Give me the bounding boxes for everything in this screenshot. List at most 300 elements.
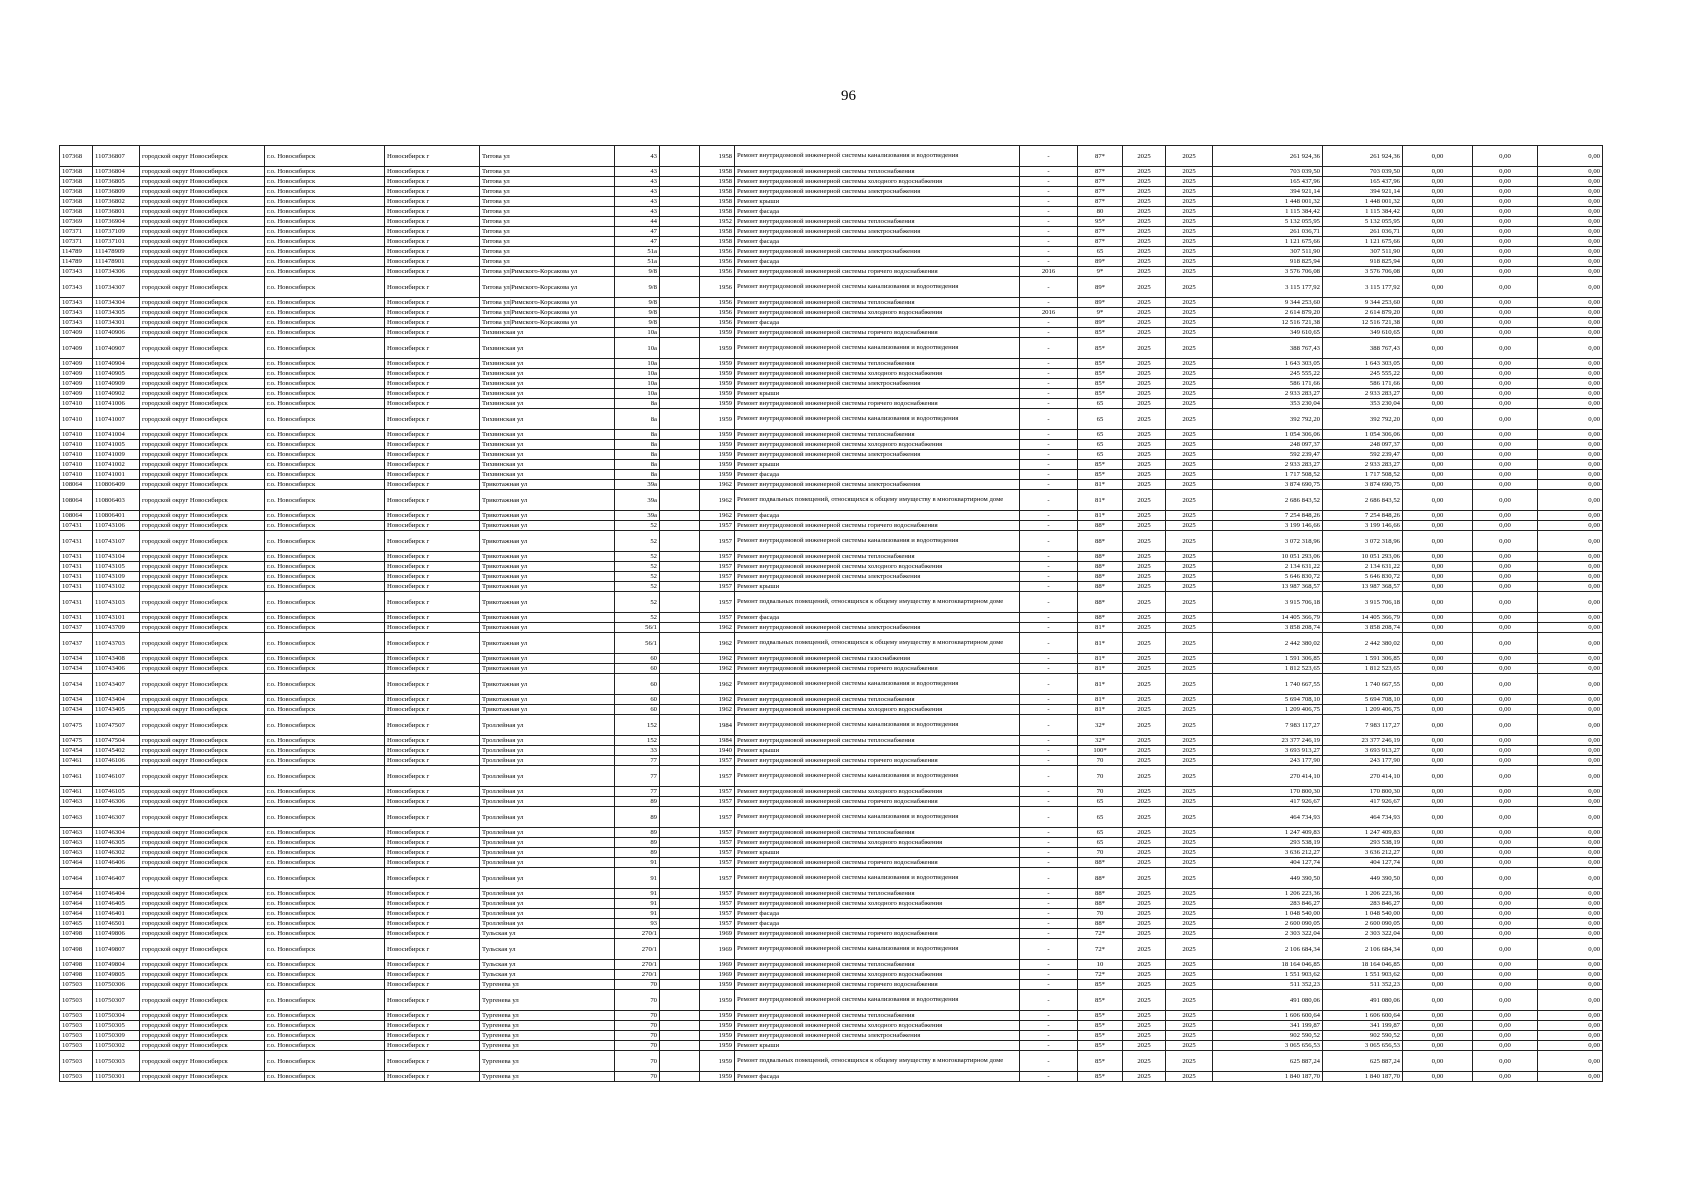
cell-budget-3: 0,00 <box>1538 736 1603 746</box>
cell-fund-cost: 353 230,04 <box>1323 399 1403 409</box>
cell-object-id: 110734304 <box>93 298 140 308</box>
cell-city: Новосибирск г <box>385 736 480 746</box>
cell-okrug: городской округ Новосибирск <box>140 633 265 654</box>
cell-address-id: 107369 <box>60 217 93 227</box>
cell-work-type: Ремонт внутридомовой инженерной системы канализования и водоотведения <box>735 338 1020 359</box>
cell-house: 70 <box>615 990 660 1011</box>
cell-work-type: Ремонт внутридомовой инженерной системы холодного водоснабжения <box>735 369 1020 379</box>
cell-work-type: Ремонт крыши <box>735 389 1020 399</box>
cell-wear: 87* <box>1078 187 1123 197</box>
cell-empty <box>660 868 700 889</box>
cell-prev-year: - <box>1020 623 1078 633</box>
cell-okrug: городской округ Новосибирск <box>140 1072 265 1082</box>
cell-build-year: 1958 <box>700 187 735 197</box>
cell-total-cost: 1 551 903,62 <box>1213 970 1323 980</box>
cell-budget-1: 0,00 <box>1403 1072 1473 1082</box>
cell-empty <box>660 715 700 736</box>
cell-empty <box>660 582 700 592</box>
cell-budget-2: 0,00 <box>1473 247 1538 257</box>
cell-budget-1: 0,00 <box>1403 756 1473 766</box>
cell-year-start: 2025 <box>1123 980 1166 990</box>
cell-address-id: 107434 <box>60 695 93 705</box>
cell-budget-2: 0,00 <box>1473 705 1538 715</box>
cell-year-end: 2025 <box>1166 187 1213 197</box>
cell-budget-3: 0,00 <box>1538 318 1603 328</box>
cell-city: Новосибирск г <box>385 909 480 919</box>
cell-year-start: 2025 <box>1123 187 1166 197</box>
cell-go: г.о. Новосибирск <box>265 207 385 217</box>
cell-empty <box>660 217 700 227</box>
cell-work-type: Ремонт фасада <box>735 919 1020 929</box>
cell-street: Тульская ул <box>480 929 615 939</box>
cell-budget-1: 0,00 <box>1403 277 1473 298</box>
cell-fund-cost: 491 080,06 <box>1323 990 1403 1011</box>
cell-object-id: 110741009 <box>93 450 140 460</box>
cell-okrug: городской округ Новосибирск <box>140 746 265 756</box>
cell-prev-year: - <box>1020 848 1078 858</box>
cell-work-type: Ремонт крыши <box>735 1041 1020 1051</box>
cell-object-id: 110737109 <box>93 227 140 237</box>
cell-budget-3: 0,00 <box>1538 838 1603 848</box>
cell-build-year: 1962 <box>700 695 735 705</box>
table-row <box>60 715 1603 736</box>
cell-house: 270/1 <box>615 939 660 960</box>
table-row <box>60 572 1603 582</box>
cell-street: Тихвинская ул <box>480 470 615 480</box>
cell-budget-3: 0,00 <box>1538 328 1603 338</box>
repair-schedule-table-wrapper <box>59 145 1602 1082</box>
cell-city: Новосибирск г <box>385 990 480 1011</box>
cell-budget-2: 0,00 <box>1473 217 1538 227</box>
cell-object-id: 110806403 <box>93 490 140 511</box>
cell-build-year: 1958 <box>700 227 735 237</box>
cell-empty <box>660 308 700 318</box>
cell-budget-2: 0,00 <box>1473 868 1538 889</box>
cell-street: Тургенева ул <box>480 990 615 1011</box>
cell-total-cost: 245 555,22 <box>1213 369 1323 379</box>
cell-okrug: городской округ Новосибирск <box>140 787 265 797</box>
cell-okrug: городской округ Новосибирск <box>140 480 265 490</box>
cell-budget-1: 0,00 <box>1403 848 1473 858</box>
cell-house: 89 <box>615 828 660 838</box>
cell-object-id: 110749804 <box>93 960 140 970</box>
cell-object-id: 110746406 <box>93 858 140 868</box>
table-row <box>60 797 1603 807</box>
cell-total-cost: 918 825,94 <box>1213 257 1323 267</box>
cell-budget-1: 0,00 <box>1403 247 1473 257</box>
cell-budget-1: 0,00 <box>1403 521 1473 531</box>
cell-budget-2: 0,00 <box>1473 562 1538 572</box>
cell-budget-3: 0,00 <box>1538 960 1603 970</box>
cell-object-id: 110743107 <box>93 531 140 552</box>
cell-total-cost: 3 065 656,53 <box>1213 1041 1323 1051</box>
cell-work-type: Ремонт внутридомовой инженерной системы холодного водоснабжения <box>735 1021 1020 1031</box>
cell-go: г.о. Новосибирск <box>265 633 385 654</box>
cell-go: г.о. Новосибирск <box>265 167 385 177</box>
cell-work-type: Ремонт фасада <box>735 207 1020 217</box>
cell-okrug: городской округ Новосибирск <box>140 399 265 409</box>
table-row <box>60 939 1603 960</box>
cell-prev-year: - <box>1020 756 1078 766</box>
cell-house: 47 <box>615 237 660 247</box>
cell-total-cost: 270 414,10 <box>1213 766 1323 787</box>
cell-work-type: Ремонт внутридомовой инженерной системы холодного водоснабжения <box>735 308 1020 318</box>
cell-city: Новосибирск г <box>385 858 480 868</box>
cell-build-year: 1958 <box>700 146 735 167</box>
table-row <box>60 379 1603 389</box>
cell-budget-1: 0,00 <box>1403 562 1473 572</box>
cell-address-id: 107343 <box>60 277 93 298</box>
cell-budget-2: 0,00 <box>1473 409 1538 430</box>
cell-okrug: городской округ Новосибирск <box>140 460 265 470</box>
cell-object-id: 110736809 <box>93 187 140 197</box>
cell-address-id: 107410 <box>60 460 93 470</box>
cell-build-year: 1984 <box>700 736 735 746</box>
cell-build-year: 1957 <box>700 858 735 868</box>
cell-fund-cost: 388 767,43 <box>1323 338 1403 359</box>
cell-budget-3: 0,00 <box>1538 440 1603 450</box>
cell-year-end: 2025 <box>1166 705 1213 715</box>
cell-prev-year: - <box>1020 328 1078 338</box>
cell-street: Троллейная ул <box>480 838 615 848</box>
cell-address-id: 107431 <box>60 552 93 562</box>
cell-wear: 70 <box>1078 766 1123 787</box>
table-row <box>60 460 1603 470</box>
cell-prev-year: - <box>1020 277 1078 298</box>
cell-budget-3: 0,00 <box>1538 267 1603 277</box>
cell-address-id: 107465 <box>60 919 93 929</box>
cell-go: г.о. Новосибирск <box>265 490 385 511</box>
cell-go: г.о. Новосибирск <box>265 929 385 939</box>
cell-total-cost: 293 538,19 <box>1213 838 1323 848</box>
cell-fund-cost: 261 036,71 <box>1323 227 1403 237</box>
cell-work-type: Ремонт фасада <box>735 511 1020 521</box>
cell-budget-3: 0,00 <box>1538 1072 1603 1082</box>
cell-prev-year: - <box>1020 217 1078 227</box>
cell-prev-year: - <box>1020 572 1078 582</box>
cell-fund-cost: 2 134 631,22 <box>1323 562 1403 572</box>
cell-object-id: 110736904 <box>93 217 140 227</box>
cell-city: Новосибирск г <box>385 939 480 960</box>
cell-okrug: городской округ Новосибирск <box>140 868 265 889</box>
cell-empty <box>660 1051 700 1072</box>
cell-go: г.о. Новосибирск <box>265 572 385 582</box>
cell-build-year: 1959 <box>700 430 735 440</box>
cell-go: г.о. Новосибирск <box>265 267 385 277</box>
cell-year-end: 2025 <box>1166 1072 1213 1082</box>
cell-wear: 85* <box>1078 1021 1123 1031</box>
cell-budget-3: 0,00 <box>1538 970 1603 980</box>
cell-city: Новосибирск г <box>385 582 480 592</box>
cell-wear: 65 <box>1078 430 1123 440</box>
cell-budget-1: 0,00 <box>1403 379 1473 389</box>
cell-city: Новосибирск г <box>385 613 480 623</box>
cell-budget-1: 0,00 <box>1403 177 1473 187</box>
cell-build-year: 1957 <box>700 572 735 582</box>
cell-city: Новосибирск г <box>385 187 480 197</box>
cell-house: 52 <box>615 531 660 552</box>
cell-city: Новосибирск г <box>385 379 480 389</box>
cell-work-type: Ремонт внутридомовой инженерной системы электроснабжения <box>735 1031 1020 1041</box>
cell-budget-3: 0,00 <box>1538 766 1603 787</box>
table-row <box>60 848 1603 858</box>
table-row <box>60 521 1603 531</box>
cell-wear: 81* <box>1078 511 1123 521</box>
cell-build-year: 1969 <box>700 929 735 939</box>
cell-house: 60 <box>615 705 660 715</box>
cell-year-end: 2025 <box>1166 756 1213 766</box>
cell-okrug: городской округ Новосибирск <box>140 980 265 990</box>
cell-fund-cost: 586 171,66 <box>1323 379 1403 389</box>
cell-wear: 85* <box>1078 1051 1123 1072</box>
cell-house: 52 <box>615 572 660 582</box>
cell-work-type: Ремонт внутридомовой инженерной системы теплоснабжения <box>735 1011 1020 1021</box>
cell-street: Тульская ул <box>480 939 615 960</box>
cell-fund-cost: 1 643 303,05 <box>1323 359 1403 369</box>
cell-year-end: 2025 <box>1166 562 1213 572</box>
cell-budget-2: 0,00 <box>1473 756 1538 766</box>
cell-work-type: Ремонт внутридомовой инженерной системы холодного водоснабжения <box>735 177 1020 187</box>
table-row <box>60 613 1603 623</box>
cell-budget-2: 0,00 <box>1473 460 1538 470</box>
cell-year-start: 2025 <box>1123 899 1166 909</box>
cell-total-cost: 2 686 843,52 <box>1213 490 1323 511</box>
cell-year-end: 2025 <box>1166 470 1213 480</box>
cell-object-id: 110743709 <box>93 623 140 633</box>
cell-okrug: городской округ Новосибирск <box>140 237 265 247</box>
cell-year-start: 2025 <box>1123 1072 1166 1082</box>
cell-year-end: 2025 <box>1166 379 1213 389</box>
cell-street: Тихвинская ул <box>480 369 615 379</box>
cell-object-id: 110750303 <box>93 1051 140 1072</box>
cell-city: Новосибирск г <box>385 470 480 480</box>
cell-prev-year: - <box>1020 562 1078 572</box>
cell-fund-cost: 3 858 208,74 <box>1323 623 1403 633</box>
cell-okrug: городской округ Новосибирск <box>140 257 265 267</box>
cell-prev-year: - <box>1020 787 1078 797</box>
cell-house: 9/8 <box>615 267 660 277</box>
cell-okrug: городской округ Новосибирск <box>140 828 265 838</box>
cell-okrug: городской округ Новосибирск <box>140 1051 265 1072</box>
cell-budget-1: 0,00 <box>1403 318 1473 328</box>
table-row <box>60 736 1603 746</box>
cell-object-id: 110747504 <box>93 736 140 746</box>
cell-work-type: Ремонт фасада <box>735 257 1020 267</box>
cell-year-end: 2025 <box>1166 909 1213 919</box>
cell-build-year: 1969 <box>700 960 735 970</box>
cell-object-id: 110743106 <box>93 521 140 531</box>
cell-city: Новосибирск г <box>385 838 480 848</box>
cell-okrug: городской округ Новосибирск <box>140 797 265 807</box>
cell-house: 60 <box>615 695 660 705</box>
cell-address-id: 107463 <box>60 807 93 828</box>
cell-total-cost: 1 740 667,55 <box>1213 674 1323 695</box>
table-row <box>60 787 1603 797</box>
cell-build-year: 1957 <box>700 807 735 828</box>
cell-budget-1: 0,00 <box>1403 919 1473 929</box>
cell-budget-2: 0,00 <box>1473 277 1538 298</box>
cell-fund-cost: 283 846,27 <box>1323 899 1403 909</box>
cell-empty <box>660 318 700 328</box>
cell-total-cost: 170 800,30 <box>1213 787 1323 797</box>
cell-empty <box>660 919 700 929</box>
cell-budget-2: 0,00 <box>1473 1051 1538 1072</box>
cell-house: 52 <box>615 592 660 613</box>
cell-fund-cost: 5 694 708,10 <box>1323 695 1403 705</box>
cell-budget-3: 0,00 <box>1538 868 1603 889</box>
cell-work-type: Ремонт фасада <box>735 470 1020 480</box>
cell-street: Титова ул <box>480 247 615 257</box>
cell-prev-year: - <box>1020 868 1078 889</box>
cell-budget-3: 0,00 <box>1538 257 1603 267</box>
cell-street: Троллейная ул <box>480 858 615 868</box>
cell-build-year: 1957 <box>700 868 735 889</box>
cell-wear: 65 <box>1078 838 1123 848</box>
cell-street: Трикотажная ул <box>480 664 615 674</box>
cell-year-start: 2025 <box>1123 1041 1166 1051</box>
cell-okrug: городской округ Новосибирск <box>140 1021 265 1031</box>
cell-object-id: 110734301 <box>93 318 140 328</box>
cell-city: Новосибирск г <box>385 746 480 756</box>
cell-budget-1: 0,00 <box>1403 592 1473 613</box>
cell-house: 91 <box>615 858 660 868</box>
cell-wear: 89* <box>1078 257 1123 267</box>
cell-prev-year: - <box>1020 1072 1078 1082</box>
cell-object-id: 110741007 <box>93 409 140 430</box>
cell-year-start: 2025 <box>1123 960 1166 970</box>
cell-fund-cost: 3 199 146,66 <box>1323 521 1403 531</box>
cell-go: г.о. Новосибирск <box>265 1041 385 1051</box>
cell-prev-year: - <box>1020 511 1078 521</box>
cell-fund-cost: 243 177,90 <box>1323 756 1403 766</box>
cell-go: г.о. Новосибирск <box>265 440 385 450</box>
cell-year-end: 2025 <box>1166 277 1213 298</box>
cell-budget-3: 0,00 <box>1538 899 1603 909</box>
cell-wear: 85* <box>1078 990 1123 1011</box>
cell-house: 91 <box>615 889 660 899</box>
cell-budget-1: 0,00 <box>1403 654 1473 664</box>
cell-house: 44 <box>615 217 660 227</box>
cell-empty <box>660 960 700 970</box>
cell-city: Новосибирск г <box>385 929 480 939</box>
cell-go: г.о. Новосибирск <box>265 177 385 187</box>
cell-year-end: 2025 <box>1166 797 1213 807</box>
cell-street: Троллейная ул <box>480 736 615 746</box>
cell-build-year: 1957 <box>700 838 735 848</box>
cell-budget-1: 0,00 <box>1403 899 1473 909</box>
cell-city: Новосибирск г <box>385 1051 480 1072</box>
cell-build-year: 1957 <box>700 787 735 797</box>
cell-wear: 70 <box>1078 848 1123 858</box>
cell-object-id: 110734307 <box>93 277 140 298</box>
cell-wear: 65 <box>1078 440 1123 450</box>
cell-fund-cost: 3 072 318,96 <box>1323 531 1403 552</box>
cell-street: Троллейная ул <box>480 715 615 736</box>
cell-street: Тихвинская ул <box>480 460 615 470</box>
cell-budget-3: 0,00 <box>1538 828 1603 838</box>
cell-address-id: 107371 <box>60 237 93 247</box>
cell-wear: 87* <box>1078 237 1123 247</box>
cell-go: г.о. Новосибирск <box>265 838 385 848</box>
cell-address-id: 107410 <box>60 399 93 409</box>
cell-total-cost: 3 115 177,92 <box>1213 277 1323 298</box>
cell-okrug: городской округ Новосибирск <box>140 899 265 909</box>
cell-build-year: 1957 <box>700 889 735 899</box>
cell-empty <box>660 909 700 919</box>
cell-year-end: 2025 <box>1166 746 1213 756</box>
cell-city: Новосибирск г <box>385 787 480 797</box>
cell-okrug: городской округ Новосибирск <box>140 308 265 318</box>
cell-fund-cost: 902 590,52 <box>1323 1031 1403 1041</box>
cell-prev-year: - <box>1020 592 1078 613</box>
table-row <box>60 257 1603 267</box>
cell-city: Новосибирск г <box>385 828 480 838</box>
cell-budget-3: 0,00 <box>1538 389 1603 399</box>
cell-work-type: Ремонт внутридомовой инженерной системы холодного водоснабжения <box>735 440 1020 450</box>
cell-prev-year: - <box>1020 490 1078 511</box>
cell-total-cost: 9 344 253,60 <box>1213 298 1323 308</box>
cell-year-start: 2025 <box>1123 338 1166 359</box>
cell-year-end: 2025 <box>1166 980 1213 990</box>
cell-address-id: 108064 <box>60 480 93 490</box>
cell-year-end: 2025 <box>1166 572 1213 582</box>
cell-okrug: городской округ Новосибирск <box>140 359 265 369</box>
cell-object-id: 110736805 <box>93 177 140 187</box>
cell-total-cost: 243 177,90 <box>1213 756 1323 766</box>
cell-prev-year: - <box>1020 674 1078 695</box>
cell-address-id: 107434 <box>60 674 93 695</box>
cell-okrug: городской округ Новосибирск <box>140 430 265 440</box>
cell-fund-cost: 2 600 090,05 <box>1323 919 1403 929</box>
cell-year-end: 2025 <box>1166 592 1213 613</box>
cell-go: г.о. Новосибирск <box>265 389 385 399</box>
cell-address-id: 107461 <box>60 787 93 797</box>
cell-budget-1: 0,00 <box>1403 409 1473 430</box>
cell-city: Новосибирск г <box>385 766 480 787</box>
cell-address-id: 107503 <box>60 1011 93 1021</box>
cell-budget-3: 0,00 <box>1538 430 1603 440</box>
cell-empty <box>660 440 700 450</box>
cell-budget-1: 0,00 <box>1403 990 1473 1011</box>
cell-work-type: Ремонт внутридомовой инженерной системы канализования и водоотведения <box>735 531 1020 552</box>
cell-empty <box>660 207 700 217</box>
cell-total-cost: 2 303 322,04 <box>1213 929 1323 939</box>
cell-address-id: 107475 <box>60 715 93 736</box>
cell-budget-1: 0,00 <box>1403 746 1473 756</box>
cell-object-id: 110750302 <box>93 1041 140 1051</box>
cell-house: 10а <box>615 389 660 399</box>
cell-street: Тургенева ул <box>480 1051 615 1072</box>
cell-budget-3: 0,00 <box>1538 470 1603 480</box>
cell-street: Трикотажная ул <box>480 480 615 490</box>
table-row <box>60 480 1603 490</box>
cell-prev-year: - <box>1020 552 1078 562</box>
cell-okrug: городской округ Новосибирск <box>140 929 265 939</box>
cell-okrug: городской округ Новосибирск <box>140 1031 265 1041</box>
table-row <box>60 970 1603 980</box>
cell-work-type: Ремонт внутридомовой инженерной системы горячего водоснабжения <box>735 980 1020 990</box>
cell-total-cost: 3 576 706,08 <box>1213 267 1323 277</box>
cell-budget-3: 0,00 <box>1538 450 1603 460</box>
cell-object-id: 110746306 <box>93 797 140 807</box>
cell-budget-2: 0,00 <box>1473 531 1538 552</box>
cell-house: 60 <box>615 674 660 695</box>
cell-year-end: 2025 <box>1166 237 1213 247</box>
cell-prev-year: - <box>1020 227 1078 237</box>
cell-budget-3: 0,00 <box>1538 227 1603 237</box>
cell-year-start: 2025 <box>1123 746 1166 756</box>
table-row <box>60 1072 1603 1082</box>
